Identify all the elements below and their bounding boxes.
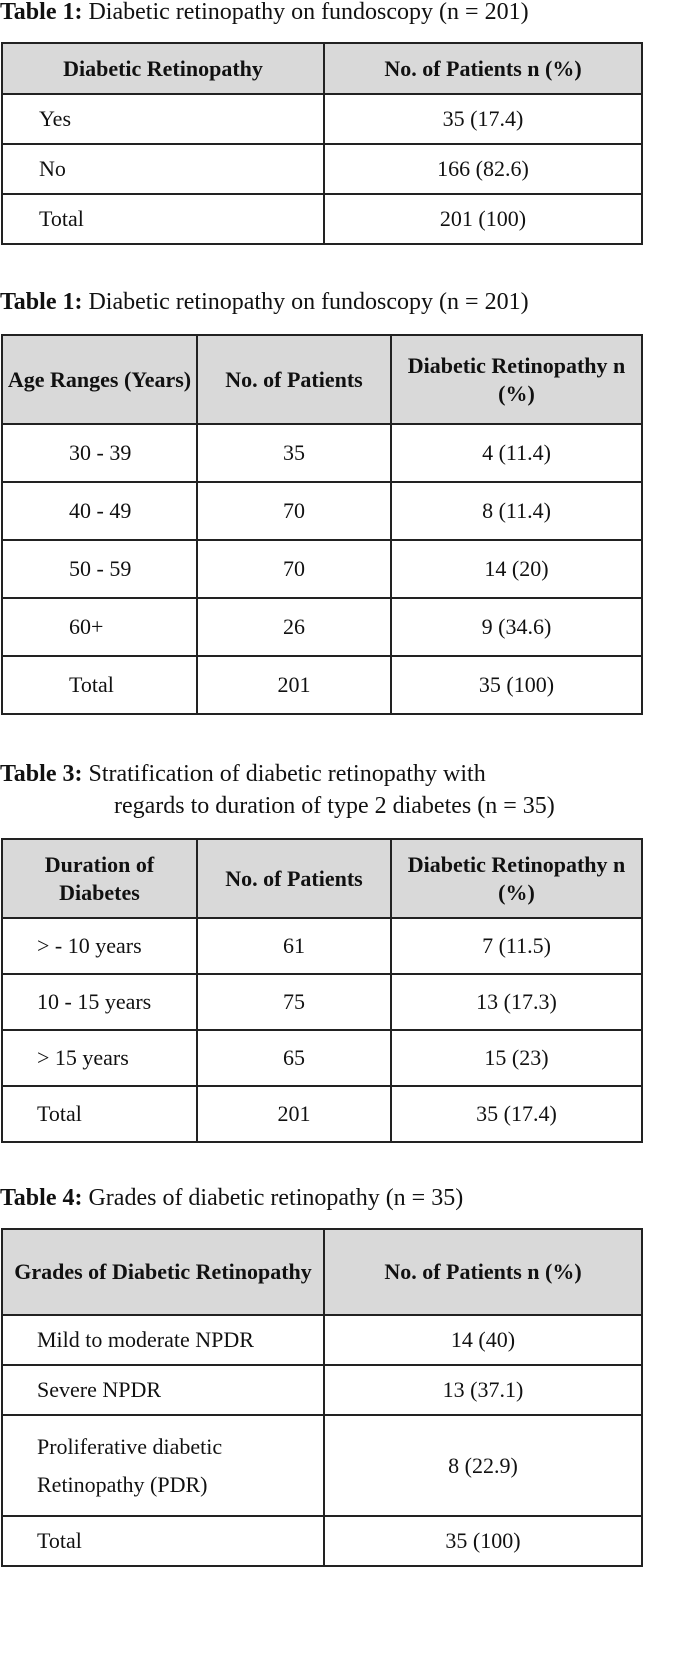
table-cell: Total: [2, 1086, 197, 1142]
table-diabetic-retinopathy: [1, 42, 643, 245]
table-label: Table 1:: [0, 289, 83, 315]
column-header: Diabetic Retinopathy: [2, 43, 324, 94]
table-label: Table 4:: [0, 1185, 83, 1211]
column-header: Diabetic Retinopathy n (%): [391, 335, 642, 424]
column-header: Diabetic Retinopathy n (%): [391, 839, 642, 918]
header-row: [2, 1229, 642, 1315]
table-cell: 40 - 49: [2, 482, 197, 540]
table-cell: 8 (22.9): [324, 1415, 642, 1516]
table-title: Diabetic retinopathy on fundoscopy (n = 201): [88, 0, 529, 25]
table-cell: 9 (34.6): [391, 598, 642, 656]
table-row: [2, 1030, 642, 1086]
table-cell: No: [2, 144, 324, 194]
table-caption: [0, 286, 529, 318]
table-row: [2, 598, 642, 656]
table-cell: 201: [197, 656, 391, 714]
header-row: [2, 43, 642, 94]
column-header: Age Ranges (Years): [2, 335, 197, 424]
table-age-ranges: [1, 334, 643, 715]
table-row: [2, 1315, 642, 1365]
table-cell: 60+: [2, 598, 197, 656]
table-cell: 201 (100): [324, 194, 642, 244]
table-cell: Severe NPDR: [2, 1365, 324, 1415]
table-caption: [0, 758, 555, 822]
column-header: Duration of Diabetes: [2, 839, 197, 918]
table-cell: 35: [197, 424, 391, 482]
table-cell: 13 (37.1): [324, 1365, 642, 1415]
column-header: No. of Patients: [197, 839, 391, 918]
table-cell: 26: [197, 598, 391, 656]
table-row: [2, 1086, 642, 1142]
table-cell: 7 (11.5): [391, 918, 642, 974]
table-cell: 70: [197, 482, 391, 540]
table-title-line2: regards to duration of type 2 diabetes (n = 35): [114, 793, 555, 819]
table-cell: 65: [197, 1030, 391, 1086]
header-row: [2, 839, 642, 918]
table-row: [2, 1516, 642, 1566]
table-cell: 4 (11.4): [391, 424, 642, 482]
table-cell: 14 (20): [391, 540, 642, 598]
table-cell: 35 (100): [324, 1516, 642, 1566]
table-label: Table 1:: [0, 0, 83, 25]
table-title: Stratification of diabetic retinopathy with: [88, 761, 486, 787]
table-grades-of-retinopathy: [1, 1228, 643, 1567]
table-cell: 35 (17.4): [391, 1086, 642, 1142]
table-cell: Total: [2, 656, 197, 714]
table-cell: 166 (82.6): [324, 144, 642, 194]
table-cell: 75: [197, 974, 391, 1030]
table-cell: > - 10 years: [2, 918, 197, 974]
table-row: [2, 656, 642, 714]
table-row: [2, 424, 642, 482]
table-cell: 30 - 39: [2, 424, 197, 482]
table-row: [2, 194, 642, 244]
table-cell: Mild to moderate NPDR: [2, 1315, 324, 1365]
table-row: [2, 144, 642, 194]
column-header: No. of Patients: [197, 335, 391, 424]
table-cell: 50 - 59: [2, 540, 197, 598]
table-caption: [0, 1182, 463, 1214]
table-cell: 70: [197, 540, 391, 598]
table-cell: > 15 years: [2, 1030, 197, 1086]
table-cell: Total: [2, 1516, 324, 1566]
table-row: [2, 1415, 642, 1516]
table-cell: Proliferative diabetic Retinopathy (PDR): [2, 1415, 324, 1516]
table-cell: 61: [197, 918, 391, 974]
table-cell: 8 (11.4): [391, 482, 642, 540]
table-row: [2, 540, 642, 598]
table-cell: 14 (40): [324, 1315, 642, 1365]
table-row: [2, 1365, 642, 1415]
table-cell: 10 - 15 years: [2, 974, 197, 1030]
table-cell: 15 (23): [391, 1030, 642, 1086]
table-cell: Total: [2, 194, 324, 244]
table-row: [2, 94, 642, 144]
table-row: [2, 482, 642, 540]
column-header: No. of Patients n (%): [324, 43, 642, 94]
column-header: No. of Patients n (%): [324, 1229, 642, 1315]
table-row: [2, 974, 642, 1030]
table-cell: 201: [197, 1086, 391, 1142]
table-cell: 35 (100): [391, 656, 642, 714]
table-row: [2, 918, 642, 974]
table-duration-of-diabetes: [1, 838, 643, 1143]
table-title: Diabetic retinopathy on fundoscopy (n = 201): [88, 289, 529, 315]
table-cell: 35 (17.4): [324, 94, 642, 144]
table-cell: 13 (17.3): [391, 974, 642, 1030]
table-caption: [0, 0, 529, 28]
table-title: Grades of diabetic retinopathy (n = 35): [88, 1185, 464, 1211]
table-label: Table 3:: [0, 761, 83, 787]
header-row: [2, 335, 642, 424]
column-header: Grades of Diabetic Retinopathy: [2, 1229, 324, 1315]
table-cell: Yes: [2, 94, 324, 144]
